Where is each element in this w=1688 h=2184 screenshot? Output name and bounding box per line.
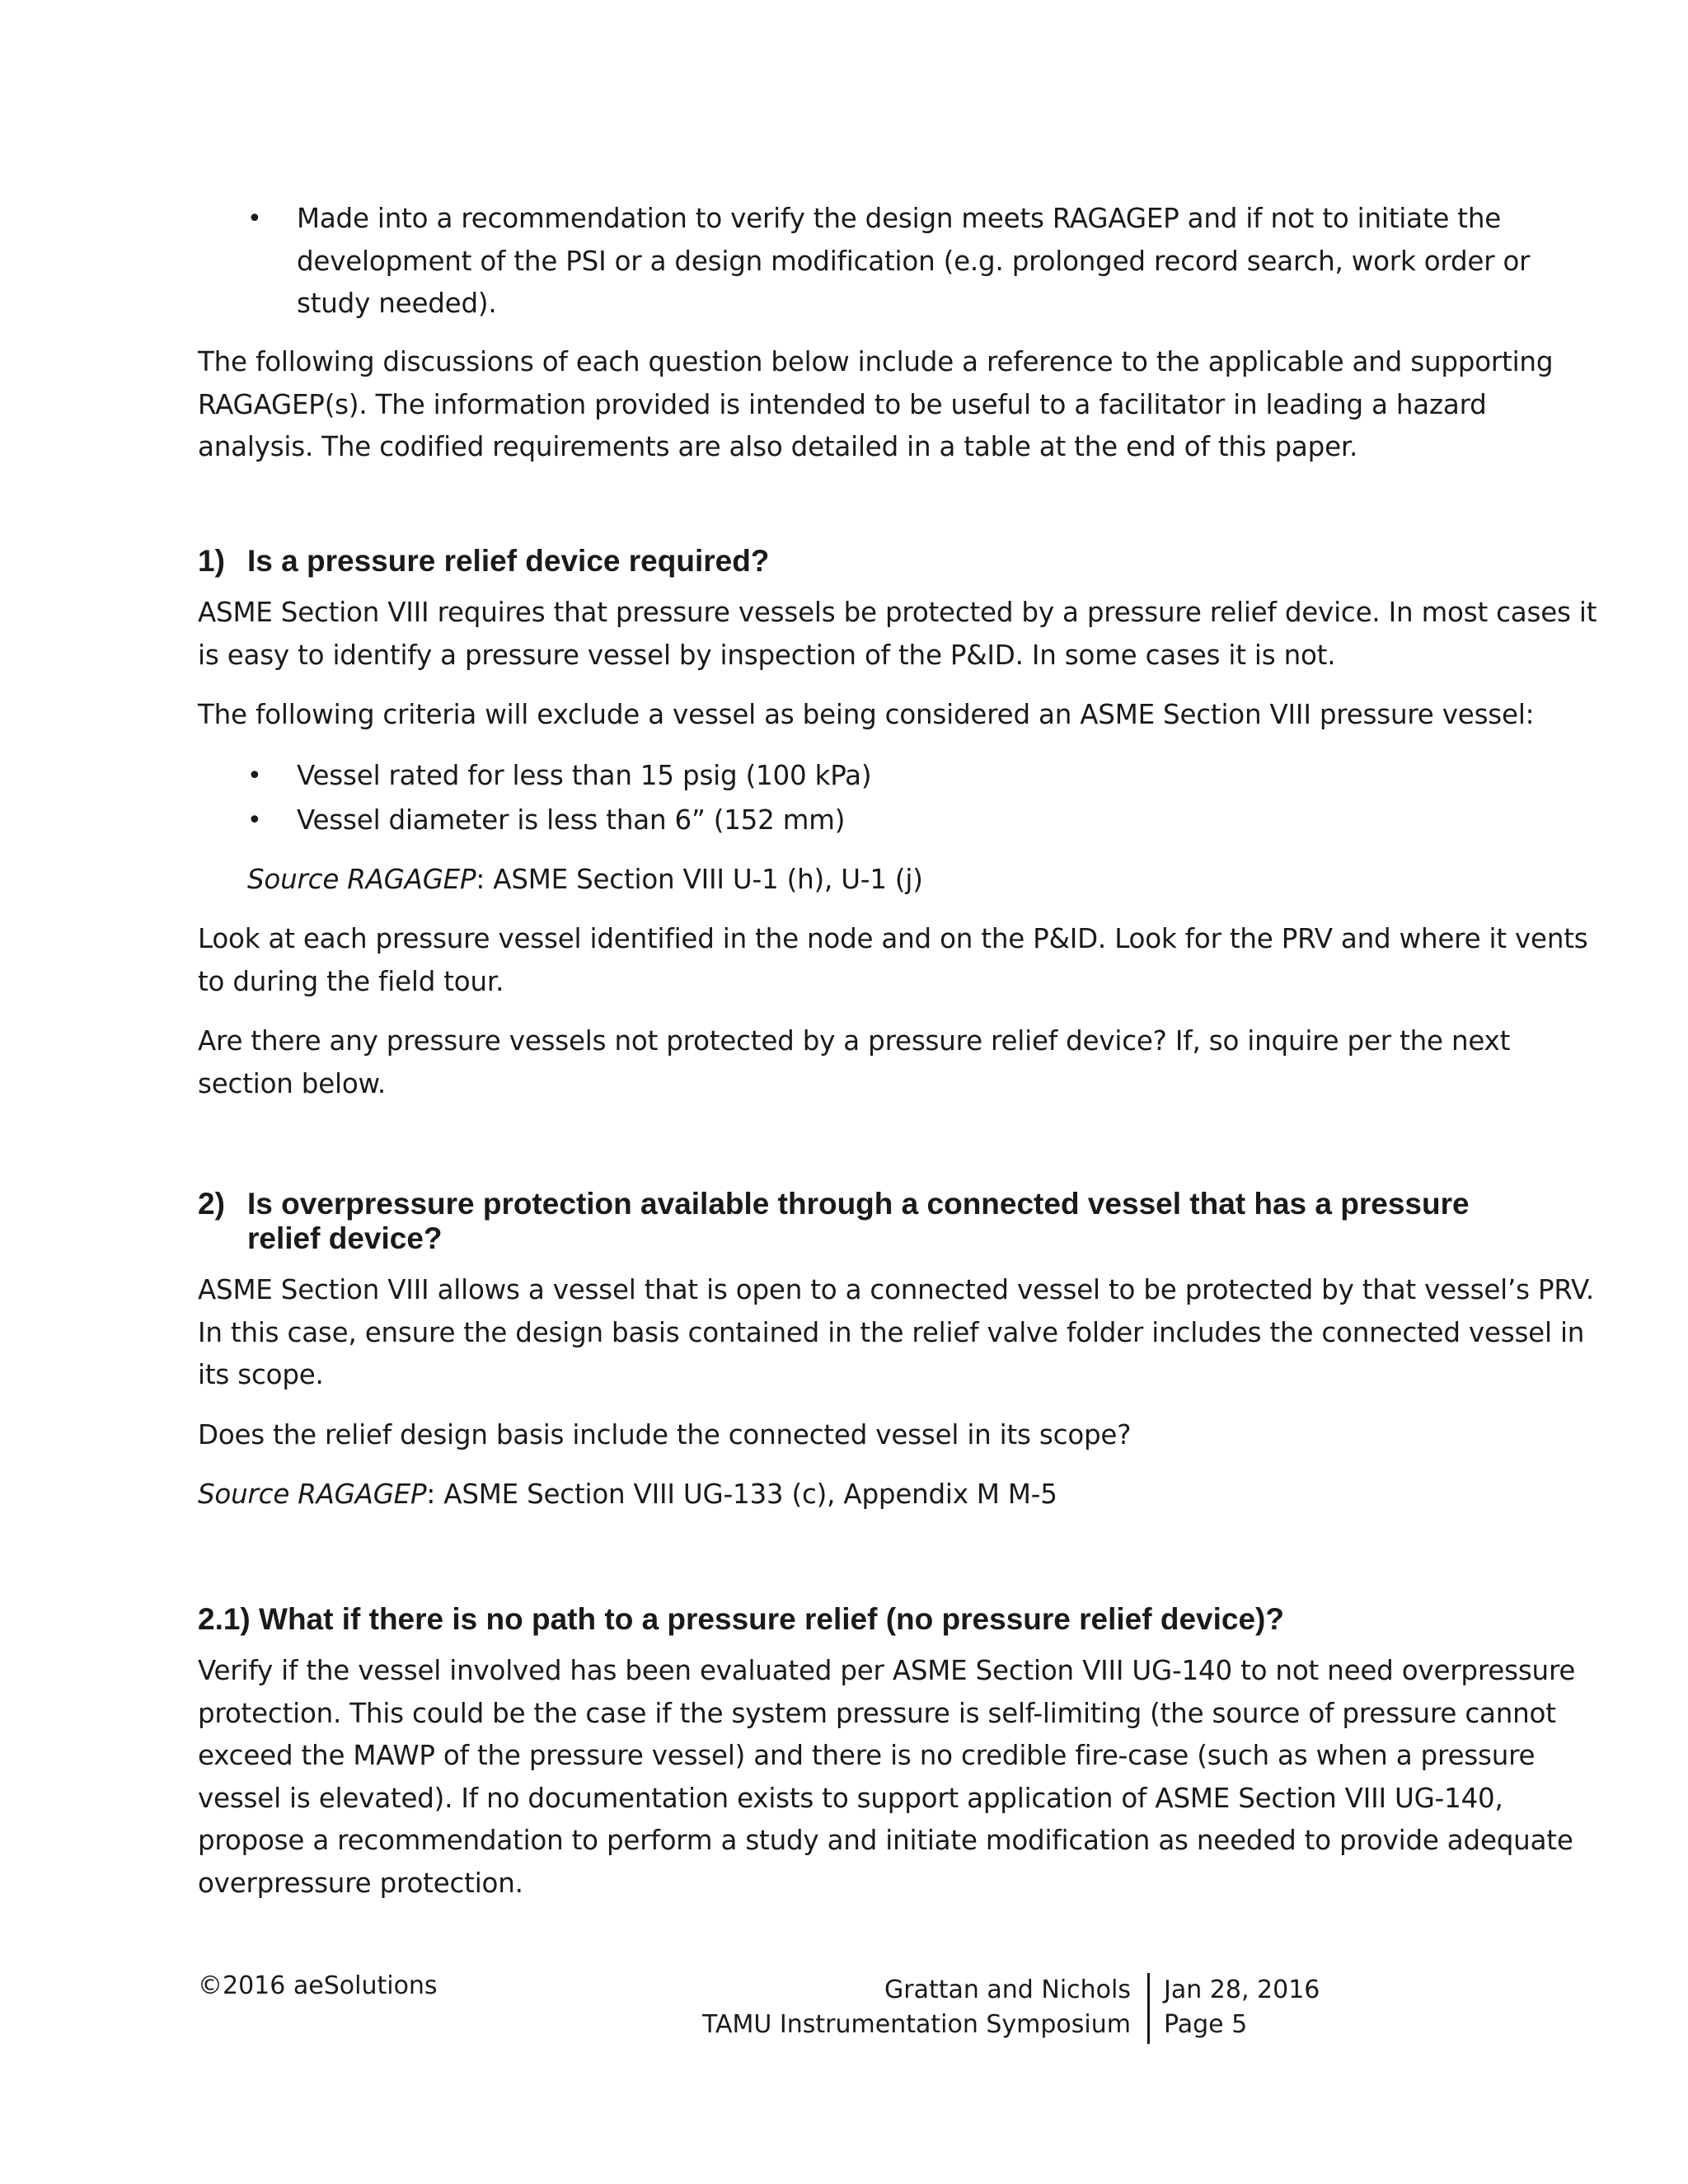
intro-paragraph-line-2: RAGAGEP(s). The information provided is intended to be useful to a facilitator in leading a hazard xyxy=(198,388,1487,420)
footer-event: TAMU Instrumentation Symposium xyxy=(702,2010,1131,2039)
section-1-paragraph-3 xyxy=(198,918,1588,1003)
bullet-icon: • xyxy=(247,805,262,835)
section-1-para1-line-2: is easy to identify a pressure vessel by inspection of the P&ID. In some cases it is not. xyxy=(198,639,1336,671)
section-1-para1-line-1: ASME Section VIII requires that pressure vessels be protected by a pressure relief device. In most cases it xyxy=(198,597,1597,628)
section-1-para4-line-1: Are there any pressure vessels not protected by a pressure relief device? If, so inquire per the next xyxy=(198,1025,1511,1057)
section-1-para4-line-2: section below. xyxy=(198,1067,387,1099)
section-1-source-label: Source RAGAGEP xyxy=(247,864,476,895)
footer-divider xyxy=(1147,1973,1150,2044)
intro-bullet-line-2: development of the PSI or a design modification (e.g. prolonged record search, work order or xyxy=(297,245,1531,277)
intro-bullet-line-1: Made into a recommendation to verify the design meets RAGAGEP and if not to initiate the xyxy=(297,203,1502,234)
section-2-1-line-4: vessel is elevated). If no documentation exists to support application of ASME Section VIII UG-140, xyxy=(198,1782,1503,1814)
criteria-item-2-text: Vessel diameter is less than 6” (152 mm) xyxy=(297,804,846,836)
section-2-1-line-6: overpressure protection. xyxy=(198,1867,523,1899)
section-1-para2-line: The following criteria will exclude a vessel as being considered an ASME Section VIII pressure vessel: xyxy=(198,699,1535,730)
section-1-para3-line-1: Look at each pressure vessel identified in the node and on the P&ID. Look for the PRV and where it vents xyxy=(198,923,1588,954)
section-1-para3-line-2: to during the field tour. xyxy=(198,965,504,997)
section-2-1-line-3: exceed the MAWP of the pressure vessel) and there is no credible fire-case (such as when a pressure xyxy=(198,1740,1536,1771)
intro-bullet-line-3: study needed). xyxy=(297,288,497,319)
section-1-paragraph-2 xyxy=(198,694,1535,737)
footer-page-number: Page 5 xyxy=(1164,2010,1248,2039)
section-1-source-text: : ASME Section VIII U-1 (h), U-1 (j) xyxy=(476,864,923,895)
section-2-source-label: Source RAGAGEP xyxy=(198,1479,427,1510)
section-2-paragraph-1 xyxy=(198,1269,1594,1397)
section-2-title-line-1: Is overpressure protection available through a connected vessel that has a pressure xyxy=(247,1187,1470,1221)
footer-authors-block xyxy=(643,1973,1131,2042)
section-2-para1-line-1: ASME Section VIII allows a vessel that is open to a connected vessel to be protected by that vessel’s PRV. xyxy=(198,1274,1594,1305)
section-2-1-heading xyxy=(198,1602,1517,1637)
section-1-title: Is a pressure relief device required? xyxy=(247,544,770,578)
section-2-1-title: 2.1) What if there is no path to a pressure relief (no pressure relief device)? xyxy=(198,1602,1284,1636)
intro-bullet-list xyxy=(198,198,1531,326)
bullet-icon: • xyxy=(247,762,262,790)
bullet-icon: • xyxy=(247,204,262,233)
footer-copyright: ©2016 aeSolutions xyxy=(198,1971,438,2000)
section-1-paragraph-1 xyxy=(198,592,1597,677)
criteria-item-1 xyxy=(198,755,1500,798)
criteria-item-2 xyxy=(198,799,1500,842)
section-1-paragraph-4 xyxy=(198,1020,1511,1105)
intro-paragraph-line-1: The following discussions of each question below include a reference to the applicable and supporting xyxy=(198,346,1554,377)
section-1-source xyxy=(247,859,1550,902)
section-1-number: 1) xyxy=(198,544,225,578)
intro-bullet-item xyxy=(198,198,1531,326)
section-2-source xyxy=(198,1474,1500,1516)
section-1-criteria-list xyxy=(198,755,1500,841)
section-2-paragraph-2 xyxy=(198,1414,1500,1457)
section-2-para2-line: Does the relief design basis include the connected vessel in its scope? xyxy=(198,1419,1132,1451)
section-2-heading xyxy=(198,1187,1517,1256)
section-2-1-line-2: protection. This could be the case if the system pressure is self-limiting (the source of pressure cannot xyxy=(198,1697,1556,1729)
footer-authors: Grattan and Nichols xyxy=(884,1975,1131,2004)
intro-paragraph xyxy=(198,341,1554,469)
section-2-para1-line-3: its scope. xyxy=(198,1359,324,1390)
criteria-item-1-text: Vessel rated for less than 15 psig (100 kPa) xyxy=(297,760,872,791)
section-1-heading xyxy=(198,544,1517,579)
section-2-para1-line-2: In this case, ensure the design basis contained in the relief valve folder includes the connected vessel in xyxy=(198,1316,1585,1348)
section-2-source-text: : ASME Section VIII UG-133 (c), Appendix M M-5 xyxy=(426,1479,1057,1510)
section-2-1-line-1: Verify if the vessel involved has been evaluated per ASME Section VIII UG-140 to not need overpressure xyxy=(198,1655,1576,1686)
section-2-title-line-2: relief device? xyxy=(247,1221,443,1255)
section-2-1-paragraph xyxy=(198,1650,1576,1905)
footer-date: Jan 28, 2016 xyxy=(1164,1975,1320,2004)
section-2-number: 2) xyxy=(198,1187,225,1221)
footer-date-page-block xyxy=(1164,1973,1320,2042)
section-2-1-line-5: propose a recommendation to perform a study and initiate modification as needed to provide adequate xyxy=(198,1825,1573,1856)
intro-paragraph-line-3: analysis. The codified requirements are also detailed in a table at the end of this paper. xyxy=(198,431,1358,462)
